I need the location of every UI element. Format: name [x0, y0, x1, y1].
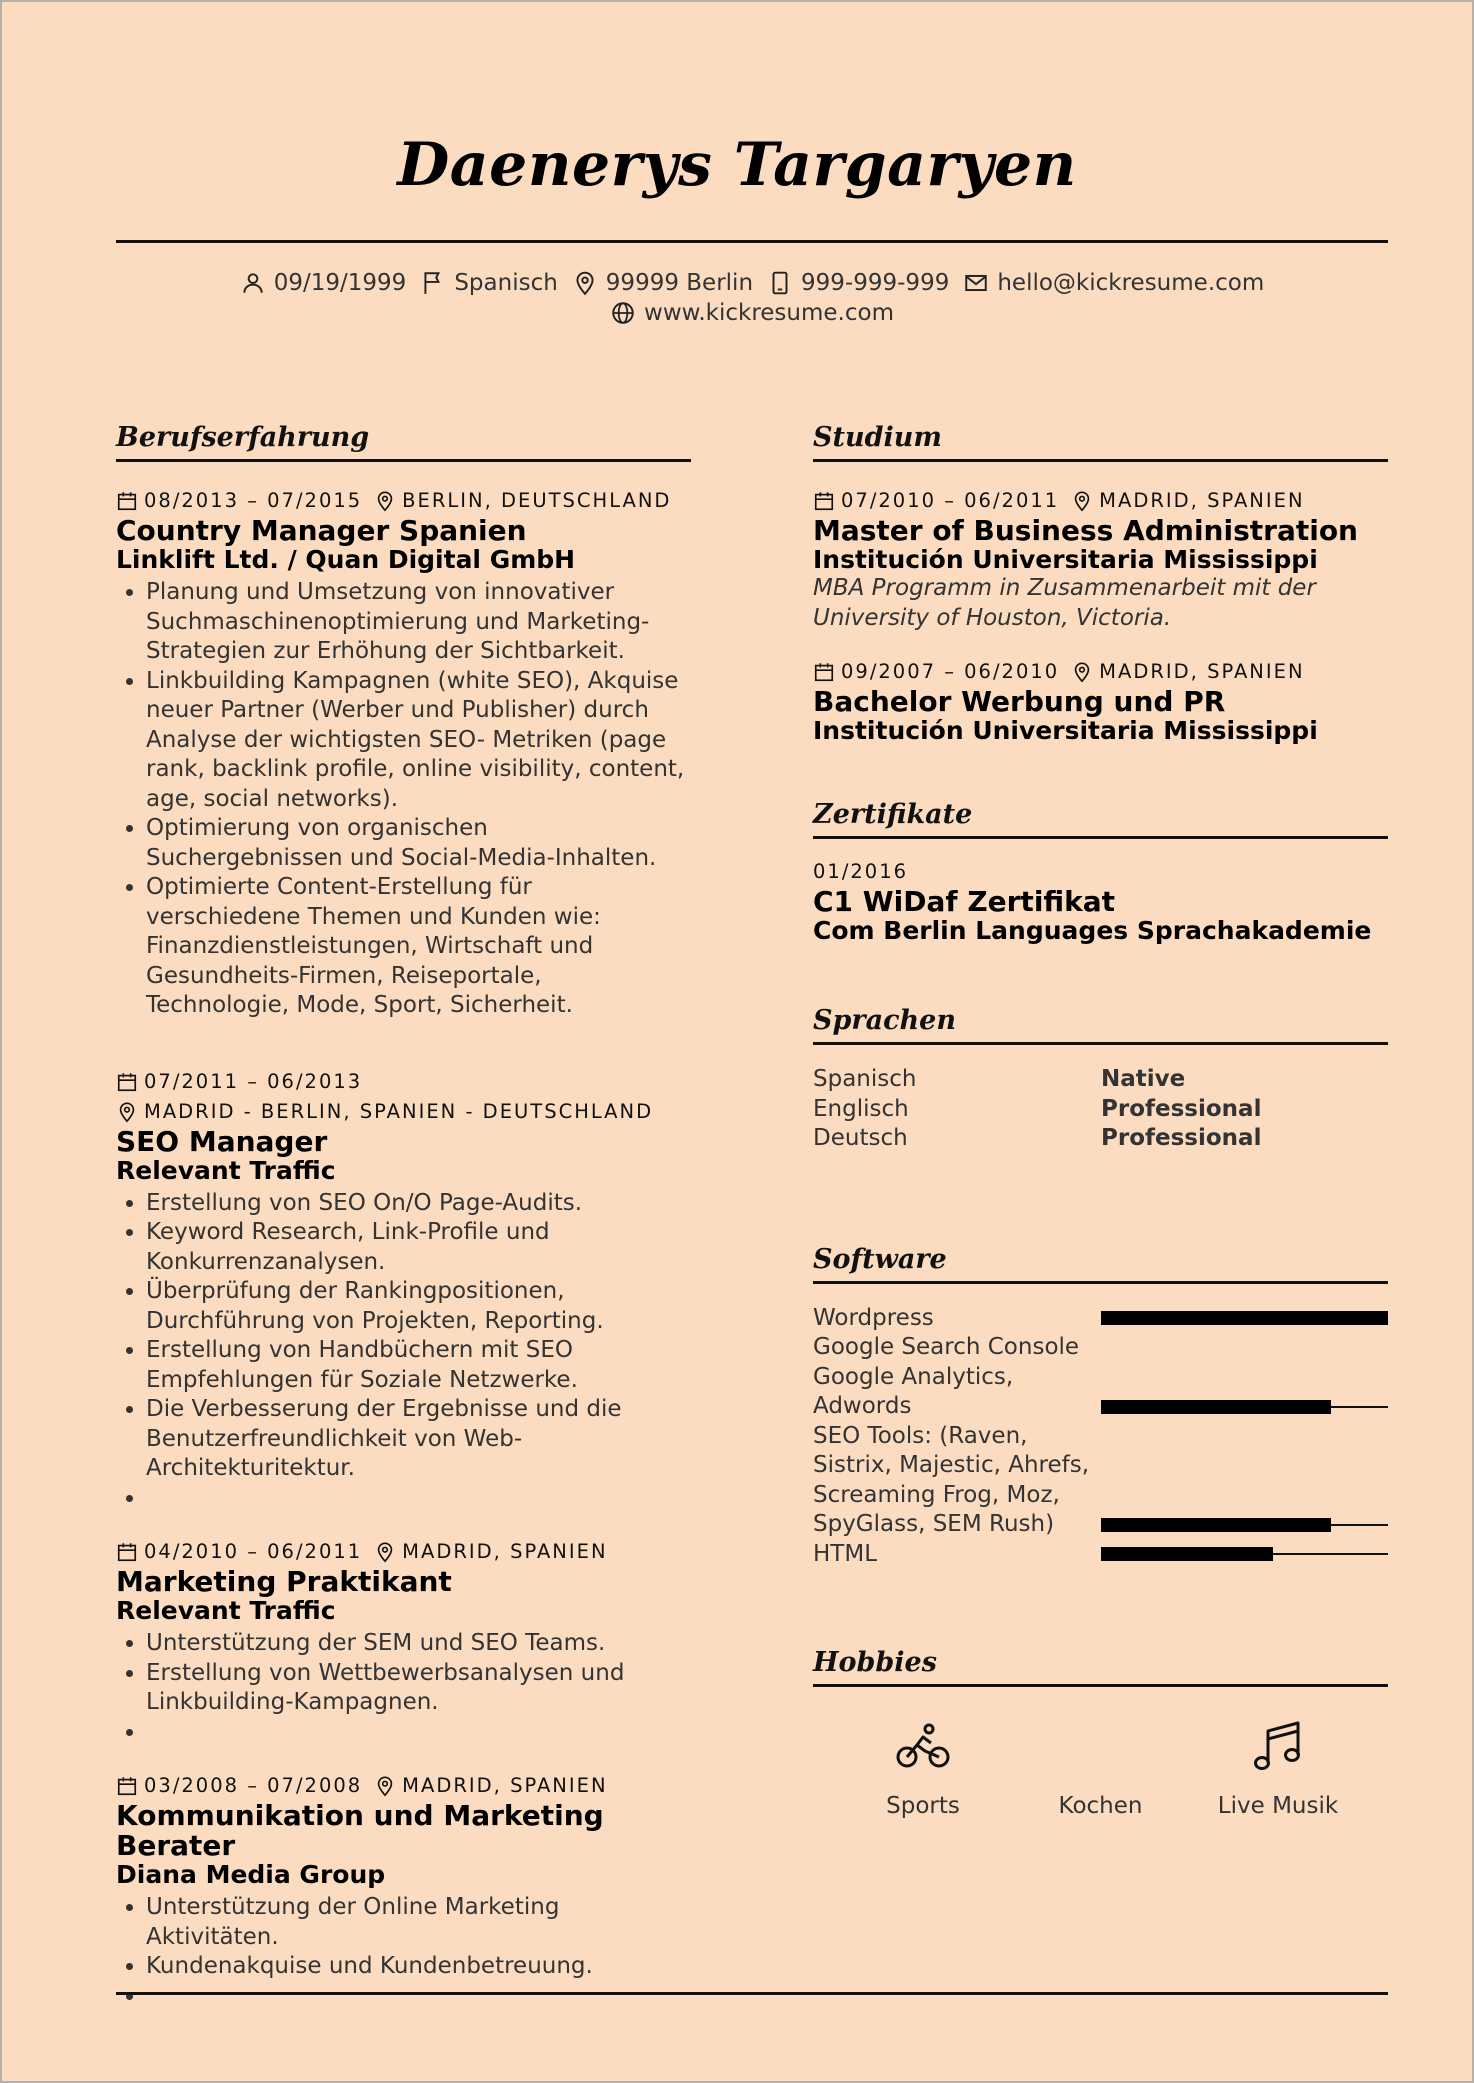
software-row — [813, 1304, 1388, 1334]
location-pin-icon — [1071, 661, 1093, 683]
right-column — [813, 422, 1388, 1819]
bullet-item: • Unterstützung der Online Marketing Aktivitäten. — [146, 1893, 691, 1952]
contact-website — [610, 300, 894, 326]
calendar-icon — [813, 661, 835, 683]
location-pin-icon — [572, 270, 598, 296]
education-description: MBA Programm in Zusammenarbeit mit der University of Houston, Victoria. — [813, 575, 1316, 631]
job-entry — [116, 1067, 691, 1514]
section-title-languages: Sprachen — [813, 1005, 1388, 1045]
candidate-name: Daenerys Targaryen — [397, 130, 1077, 200]
education-entry — [813, 486, 1388, 633]
job-title: Kommunikation und Marketing Berater — [116, 1799, 604, 1862]
job-dates — [116, 1537, 362, 1567]
education-location-text: MADRID, SPANIEN — [1099, 660, 1305, 683]
job-location — [374, 1771, 607, 1801]
location-pin-icon — [374, 1541, 396, 1563]
software-row — [813, 1333, 1388, 1422]
job-bullets — [116, 1629, 691, 1747]
education-meta — [813, 486, 1388, 516]
bullet-item — [146, 1982, 691, 2012]
language-list — [813, 1065, 1388, 1154]
bullet-item: • Keyword Research, Link-Profile und Konkurrenzanalysen. — [146, 1218, 691, 1277]
job-bullets — [116, 578, 691, 1021]
software-list — [813, 1304, 1388, 1570]
section-title-experience: Berufserfahrung — [116, 422, 691, 462]
section-title-software: Software — [813, 1244, 1388, 1284]
certificate-date: 01/2016 — [813, 860, 909, 883]
job-organization: Linklift Ltd. / Quan Digital GmbH — [116, 545, 576, 574]
bicycle-icon — [893, 1717, 953, 1777]
email-link[interactable]: hello@kickresume.com — [997, 270, 1265, 296]
education-school: Institución Universitaria Mississippi — [813, 545, 1318, 574]
skill-bar-fill — [1101, 1547, 1273, 1561]
contact-email — [963, 270, 1264, 296]
bullet-item: • Überprüfung der Rankingpositionen, Durchführung von Projekten, Reporting. — [146, 1277, 691, 1336]
bullet-item — [146, 1718, 691, 1748]
certificate-name: C1 WiDaf Zertifikat — [813, 885, 1116, 918]
job-dates-text: 08/2013 – 07/2015 — [144, 489, 363, 512]
hobby-list — [813, 1717, 1388, 1819]
education-dates — [813, 486, 1059, 516]
header-rule — [116, 240, 1388, 243]
contact-line-1 — [116, 270, 1388, 296]
hobby-icon-wrap — [1208, 1717, 1348, 1777]
location-pin-icon — [374, 490, 396, 512]
job-location — [374, 1537, 607, 1567]
job-dates — [116, 1771, 362, 1801]
section-title-certificates: Zertifikate — [813, 799, 1388, 839]
calendar-icon — [116, 1775, 138, 1797]
nationality-text: Spanisch — [454, 270, 558, 296]
music-note-icon — [1248, 1717, 1308, 1777]
location-pin-icon — [116, 1101, 138, 1123]
skill-bar — [1101, 1518, 1388, 1532]
job-organization: Diana Media Group — [116, 1860, 386, 1889]
skill-bar — [1101, 1311, 1388, 1325]
contact-nationality — [420, 270, 557, 296]
software-name: Wordpress — [813, 1304, 934, 1331]
hobby-name: Live Musik — [1217, 1793, 1339, 1819]
education-location — [1071, 486, 1304, 516]
contact-phone — [767, 270, 949, 296]
job-location-text: MADRID - BERLIN, SPANIEN - DEUTSCHLAND — [144, 1099, 654, 1123]
job-location-text: MADRID, SPANIEN — [402, 1774, 608, 1797]
language-level: Professional — [1101, 1095, 1262, 1122]
education-dates-text: 07/2010 – 06/2011 — [841, 489, 1060, 512]
job-title: SEO Manager — [116, 1124, 328, 1158]
calendar-icon — [116, 1071, 138, 1093]
job-organization: Relevant Traffic — [116, 1596, 336, 1625]
hobby-icon-wrap — [1031, 1717, 1171, 1777]
language-row — [813, 1095, 1388, 1125]
bullet-item: • Die Verbesserung der Ergebnisse und die Benutzerfreundlichkeit von Web-Architekturitektur. — [146, 1395, 691, 1484]
education-meta — [813, 657, 1388, 687]
hobby-name: Kochen — [1058, 1793, 1143, 1819]
software-row — [813, 1540, 1388, 1570]
software-name: HTML — [813, 1540, 878, 1567]
globe-icon — [610, 300, 636, 326]
hobby-item — [1208, 1717, 1348, 1819]
job-entry — [116, 486, 691, 1021]
job-meta — [116, 1537, 691, 1567]
education-entry — [813, 657, 1388, 745]
person-icon — [240, 270, 266, 296]
bullet-item — [146, 1484, 691, 1514]
job-entry — [116, 1771, 691, 2011]
skill-bar-fill — [1101, 1400, 1331, 1414]
job-organization: Relevant Traffic — [116, 1155, 336, 1185]
skill-bar-fill — [1101, 1311, 1388, 1325]
certificate-issuer: Com Berlin Languages Sprachakademie — [813, 916, 1372, 945]
job-entry — [116, 1537, 691, 1747]
skill-bar — [1101, 1400, 1388, 1414]
certificate-entry — [813, 857, 1388, 945]
education-degree: Master of Business Administration — [813, 514, 1358, 547]
education-dates — [813, 657, 1059, 687]
contact-birthdate — [240, 270, 407, 296]
software-name: SEO Tools: (Raven, Sistrix, Majestic, Ahrefs, Screaming Frog, Moz, SpyGlass, SEM Rush) — [813, 1422, 1090, 1537]
job-location-text: BERLIN, DEUTSCHLAND — [402, 489, 672, 512]
bullet-item: • Optimierung von organischen Suchergebnissen und Social-Media-Inhalten. — [146, 814, 691, 873]
job-title: Country Manager Spanien — [116, 514, 527, 547]
hobby-name: Sports — [886, 1793, 960, 1819]
language-name: Spanisch — [813, 1066, 917, 1092]
education-location — [1071, 657, 1304, 687]
job-dates — [116, 486, 362, 516]
job-bullets — [116, 1189, 691, 1514]
contact-line-2 — [116, 300, 1388, 326]
hobby-icon-wrap — [853, 1717, 993, 1777]
job-location — [116, 1097, 653, 1127]
bullet-item: • Erstellung von SEO On/O Page-Audits. — [146, 1189, 691, 1219]
language-row — [813, 1065, 1388, 1095]
section-title-education: Studium — [813, 422, 1388, 462]
job-meta-location — [116, 1097, 691, 1127]
bullet-item: • Erstellung von Handbüchern mit SEO Empfehlungen für Soziale Netzwerke. — [146, 1336, 691, 1395]
skill-bar-fill — [1101, 1518, 1331, 1532]
envelope-icon — [963, 270, 989, 296]
bullet-item: • Kundenakquise und Kundenbetreuung. — [146, 1952, 691, 1982]
education-location-text: MADRID, SPANIEN — [1099, 489, 1305, 512]
job-meta — [116, 1771, 691, 1801]
footer-rule — [116, 1992, 1388, 1995]
job-dates-text: 07/2011 – 06/2013 — [144, 1069, 363, 1093]
section-title-hobbies: Hobbies — [813, 1647, 1388, 1687]
hobby-item — [1031, 1717, 1171, 1819]
left-column — [116, 422, 691, 2011]
language-level: Native — [1101, 1066, 1186, 1092]
bullet-item: • Planung und Umsetzung von innovativer Suchmaschinenoptimierung und Marketing-Strategien zur Erhöhung der Sichtbarkeit. — [146, 578, 691, 667]
job-dates — [116, 1067, 362, 1097]
website-link[interactable]: www.kickresume.com — [644, 300, 894, 326]
education-dates-text: 09/2007 – 06/2010 — [841, 660, 1060, 683]
job-location — [374, 486, 671, 516]
job-dates-text: 03/2008 – 07/2008 — [144, 1774, 363, 1797]
language-name: Deutsch — [813, 1125, 908, 1151]
language-level: Professional — [1101, 1125, 1262, 1151]
software-row — [813, 1422, 1388, 1540]
calendar-icon — [116, 1541, 138, 1563]
education-school: Institución Universitaria Mississippi — [813, 716, 1318, 745]
phone-icon — [767, 270, 793, 296]
calendar-icon — [116, 490, 138, 512]
software-name: Google Search Console Google Analytics, Adwords — [813, 1334, 1080, 1419]
job-meta — [116, 1067, 691, 1097]
contact-address — [572, 270, 753, 296]
education-degree: Bachelor Werbung und PR — [813, 685, 1226, 718]
job-dates-text: 04/2010 – 06/2011 — [144, 1540, 363, 1563]
job-title: Marketing Praktikant — [116, 1565, 452, 1598]
flag-icon — [420, 270, 446, 296]
birthdate-text: 09/19/1999 — [273, 270, 407, 296]
location-pin-icon — [1071, 490, 1093, 512]
bullet-item: • Optimierte Content-Erstellung für verschiedene Themen und Kunden wie: Finanzdienstleistungen, Wirtschaft und Gesundheits-Firmen, Reiseportale, Technologie, Mode, Sport, Sicherheit. — [146, 873, 691, 1021]
calendar-icon — [813, 490, 835, 512]
language-row — [813, 1124, 1388, 1154]
language-name: Englisch — [813, 1095, 909, 1122]
bullet-item: • Erstellung von Wettbewerbsanalysen und Linkbuilding-Kampagnen. — [146, 1659, 691, 1718]
phone-text: 999-999-999 — [801, 270, 950, 296]
job-location-text: MADRID, SPANIEN — [402, 1540, 608, 1563]
job-meta — [116, 486, 691, 516]
location-pin-icon — [374, 1775, 396, 1797]
skill-bar — [1101, 1547, 1388, 1561]
hobby-item — [853, 1717, 993, 1819]
bullet-item: • Linkbuilding Kampagnen (white SEO), Akquise neuer Partner (Werber und Publisher) durch Analyse der wichtigsten SEO- Metriken (page rank, backlink profile, online visibility, content, age, social networks). — [146, 667, 691, 815]
address-text: 99999 Berlin — [605, 270, 754, 296]
bullet-item: • Unterstützung der SEM und SEO Teams. — [146, 1629, 691, 1659]
